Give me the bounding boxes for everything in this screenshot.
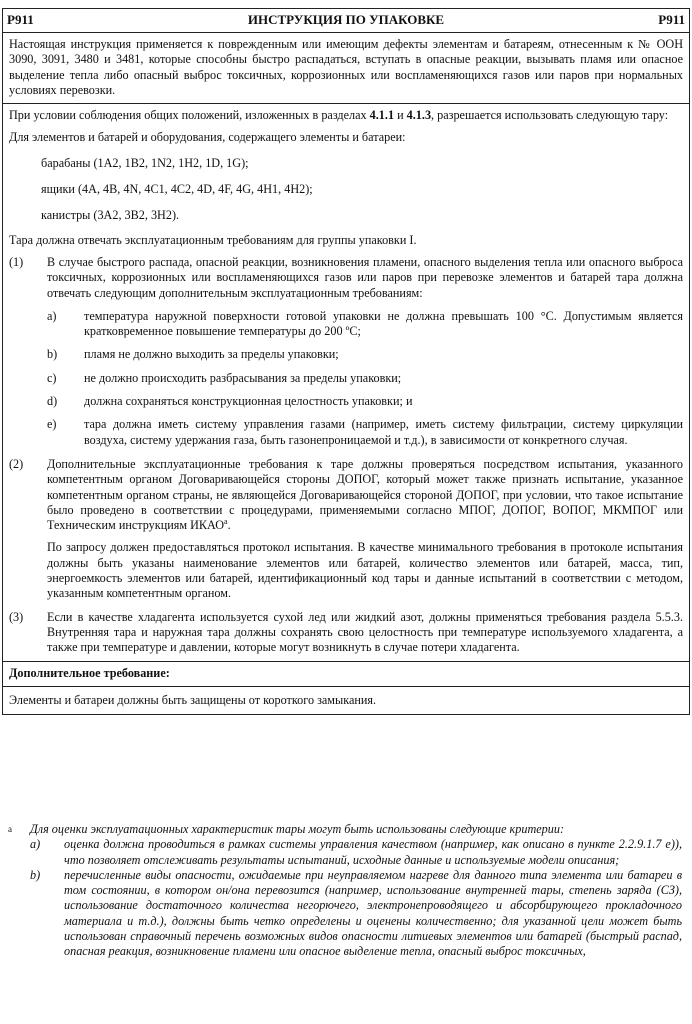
footnote-item-b: b) перечисленные виды опасности, ожидаемые при неуправляемом нагреве для данного типа элемента или батареи в том состоянии, в котором он/она перевозится (например, использование внутренней тары, степень заряда (СЗ), использование достаточного количества негорючего, электронепроводящего и абсорбирующего прокладочного материала и т.д.), должны быть четко определены и оценены количественно; для указанной цели может быть использован справочный перечень возможных видов опасности литиевых элементов или батарей (быстрый распад, опасная реакция, возникновение пламени или опасное выделение тепла, опасный выброс токсичных, bbox=[30, 867, 682, 959]
requirement-2-text: Дополнительные эксплуатационные требования к таре должны проверяться посредством испытания, указанного компетентным органом Договаривающейся стороны ДОПОГ, который может также признать испытание, указанное компетентным органом страны, не являющейся Договаривающейся стороной ДОПОГ, при условии, что такое испытание было проведено в соответствии с процедурами, применяемыми согласно МПОГ, ДОПОГ, ВОПОГ, МКМПОГ или Техническим инструкциям ИКАО$^a$. bbox=[47, 456, 683, 533]
page-title: ИНСТРУКЦИЯ ПО УПАКОВКЕ bbox=[247, 12, 445, 28]
requirement-3-text: Если в качестве хладагента используется сухой лед или жидкий азот, должны применяться требования раздела 5.5.3. Внутренняя тара и наружная тара должны сохранять свою целостность при температуре используемого хладагента, а также при температуре и давлении, которые могут возникнуть в случае потери хладагента. bbox=[47, 609, 683, 655]
general-text-and: и bbox=[394, 108, 407, 123]
ref-4-1-1: 4.1.1 bbox=[369, 108, 395, 123]
packaging-drums: барабаны (1A2, 1B2, 1N2, 1H2, 1D, 1G); bbox=[41, 155, 249, 170]
general-text-b: , разрешается использовать следующую тару: bbox=[431, 108, 669, 123]
test-report-text: По запросу должен предоставляться протокол испытания. В качестве минимального требования в протоколе испытания должны быть указаны наименование элементов или батарей, количество элементов или батарей, масса, тип, энергоемкость элементов или батарей, идентификационный код тары и данные испытаний в соответствии с методом, указанным компетентным органом. bbox=[47, 540, 683, 601]
sub-item-e: e) тара должна иметь систему управления газами (например, иметь систему фильтрации, систему циркуляции воздуха, систему удержания газа, быть газонепроницаемой и т.д.), в зависимости от конкретного случая. bbox=[47, 417, 683, 447]
requirement-1-number: (1) bbox=[9, 254, 24, 269]
footnote-item-a: a) оценка должна проводиться в рамках системы управления качеством (например, как описано в пункте 2.2.9.1.7 e)), что позволяет отслеживать результаты испытаний, исходные данные и используемые модели описания; bbox=[30, 837, 682, 867]
packing-group-text: Тара должна отвечать эксплуатационным требованиям для группы упаковки I. bbox=[9, 232, 417, 247]
general-section bbox=[3, 104, 689, 661]
ref-4-1-3: 4.1.3 bbox=[406, 108, 432, 123]
sub-item-c: c) не должно происходить разбрасывания за пределы упаковки; bbox=[47, 370, 402, 385]
intro-text: Настоящая инструкция применяется к поврежденным или имеющим дефекты элементам и батареям, отнесенным к № ООН 3090, 3091, 3480 и 3481, которые способны быстро распадаться, вступать в опасные реакции, вызывать пламя или опасное выделение тепла либо опасный выброс токсичных, коррозионных или воспламеняющихся газов или паров при нормальных условиях перевозки. bbox=[9, 37, 683, 97]
packaging-boxes: ящики (4A, 4B, 4N, 4C1, 4C2, 4D, 4F, 4G, 4H1, 4H2); bbox=[41, 182, 313, 197]
packaging-jerricans: канистры (3A2, 3B2, 3H2). bbox=[41, 208, 180, 223]
general-intro bbox=[9, 108, 683, 123]
footnote-mark: a bbox=[8, 824, 12, 834]
footnote bbox=[8, 822, 682, 960]
additional-text: Элементы и батареи должны быть защищены от короткого замыкания. bbox=[9, 692, 377, 707]
intro-section bbox=[3, 33, 689, 104]
requirement-2 bbox=[9, 457, 683, 602]
requirement-3-number: (3) bbox=[9, 609, 24, 624]
additional-title-section bbox=[3, 662, 689, 687]
requirement-3 bbox=[9, 610, 683, 656]
sub-item-a: a) температура наружной поверхности готовой упаковки не должна превышать 100 °C. Допустимым является кратковременное повышение температуры до 200 ºC; bbox=[47, 308, 683, 339]
sub-item-b: b) пламя не должно выходить за пределы упаковки; bbox=[47, 347, 339, 362]
additional-title: Дополнительное требование: bbox=[9, 665, 170, 680]
sub-item-d: d) должна сохраняться конструкционная целостность упаковки; и bbox=[47, 394, 413, 409]
table-header bbox=[3, 9, 689, 33]
footnote-lead: a Для оценки эксплуатационных характеристик тары могут быть использованы следующие критерии: bbox=[8, 822, 564, 836]
instruction-table bbox=[2, 8, 690, 715]
code-left: P911 bbox=[7, 12, 34, 28]
cells-batteries-heading: Для элементов и батарей и оборудования, содержащего элементы и батареи: bbox=[9, 130, 406, 145]
footnote-ref: a bbox=[224, 517, 228, 527]
requirement-1 bbox=[9, 255, 683, 448]
requirement-2-number: (2) bbox=[9, 456, 24, 471]
general-text-a: При условии соблюдения общих положений, изложенных в разделах bbox=[9, 108, 370, 123]
code-right: P911 bbox=[658, 12, 685, 28]
additional-section bbox=[3, 687, 689, 714]
requirement-1-text: В случае быстрого распада, опасной реакции, возникновения пламени, опасного выделения тепла или опасного выброса токсичных, коррозионных или воспламеняющихся газов или паров при перевозке элементов и батарей тара должна отвечать следующим дополнительным эксплуатационным требованиям: bbox=[47, 254, 683, 300]
